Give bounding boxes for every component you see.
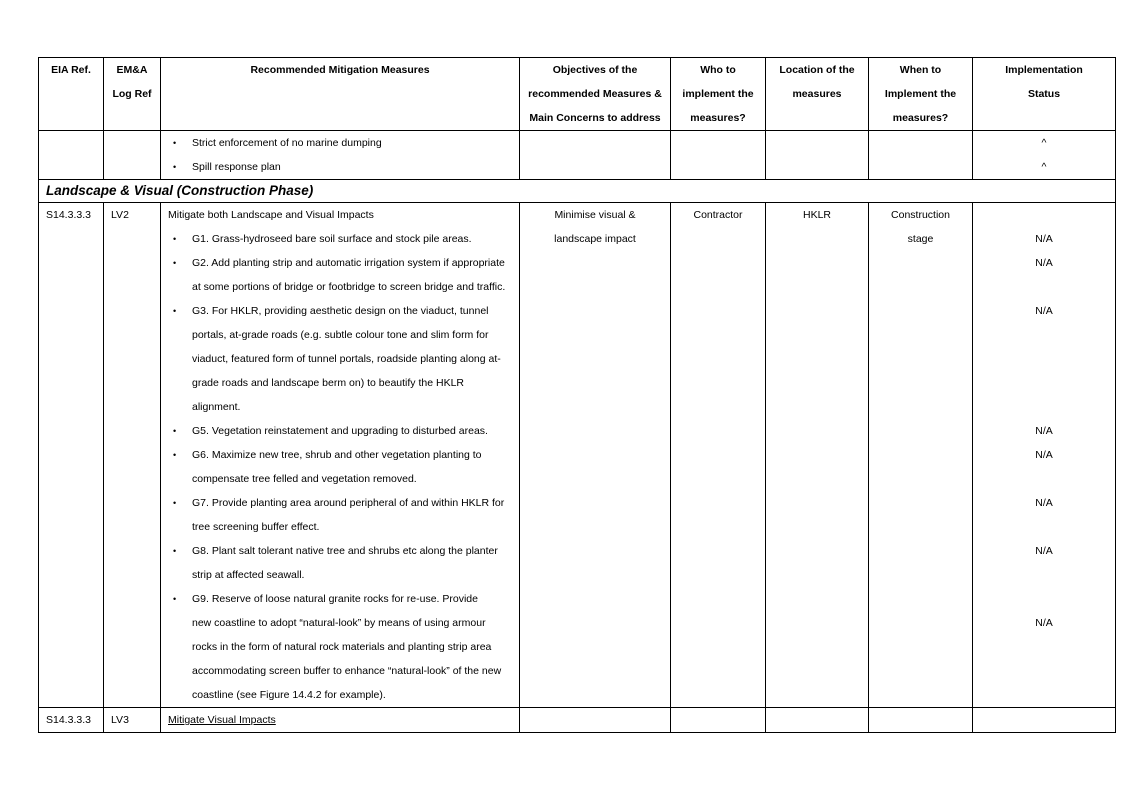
eia-ref-cell: S14.3.3.3 [39,203,104,708]
bullet-icon: • [173,162,177,172]
section-row [39,180,1116,203]
objectives-cell [520,131,671,180]
status-value: ^ [1041,137,1047,149]
list-item: compensate tree felled and vegetation removed. [192,473,417,485]
table-row-lv2 [39,203,1116,708]
header-line: recommended Measures & [528,88,662,100]
bullet-icon: • [173,426,177,436]
list-item: new coastline to adopt “natural-look” by means of using armour [192,617,486,629]
status-value: N/A [1035,497,1053,509]
header-objectives [520,58,671,131]
log-ref-cell: LV2 [104,203,161,708]
header-location [766,58,869,131]
objectives-cell [520,708,671,733]
section-title: Landscape & Visual (Construction Phase) [39,180,1116,203]
header-row [39,58,1116,131]
header-line: Recommended Mitigation Measures [250,64,430,76]
when-cell: Construction stage [869,203,973,708]
header-line: EM&A [116,64,148,76]
header-line: Log Ref [112,88,152,100]
list-item: • G1. Grass-hydroseed bare soil surface and stock pile areas. [161,227,519,251]
status-value [973,515,1115,539]
list-item: viaduct, featured form of tunnel portals, roadside planting along at- [192,353,501,365]
bullet-icon: • [173,306,177,316]
status-value [973,635,1115,659]
header-line: When to [899,64,942,76]
list-item: • G7. Provide planting area around peripheral of and within HKLR for [161,491,519,515]
bullet-icon: • [173,234,177,244]
list-item: tree screening buffer effect. [192,521,320,533]
bullet-icon: • [173,546,177,556]
bullet-icon: • [173,258,177,268]
header-eia-ref [39,58,104,131]
status-cell [973,203,1116,708]
log-ref-cell: LV3 [104,708,161,733]
table-row-lv3 [39,708,1116,733]
status-value [973,683,1115,707]
header-line: Objectives of the [552,64,638,76]
bullet-icon: • [173,594,177,604]
mitigation-table [38,57,1116,733]
list-item: portals, at-grade roads (e.g. subtle colour tone and slim form for [192,329,489,341]
location-cell: HKLR [766,203,869,708]
measures-cell [161,708,520,733]
header-line: implement the [682,88,754,100]
who-cell [671,708,766,733]
objectives-cell: Minimise visual & landscape impact [520,203,671,708]
status-cell [973,131,1116,180]
list-item: • G5. Vegetation reinstatement and upgrading to disturbed areas. [161,419,519,443]
list-item: • G2. Add planting strip and automatic irrigation system if appropriate [161,251,519,275]
header-who [671,58,766,131]
log-ref-cell [104,131,161,180]
status-value [973,659,1115,683]
list-item: • G3. For HKLR, providing aesthetic design on the viaduct, tunnel [161,299,519,323]
header-line: Location of the [779,64,855,76]
status-value: N/A [1035,257,1053,269]
list-item: strip at affected seawall. [192,569,305,581]
status-cell [973,708,1116,733]
bullet-icon: • [173,138,177,148]
header-line: Status [1027,88,1061,100]
status-value [973,347,1115,371]
measures-cell [161,131,520,180]
measures-cell [161,203,520,708]
who-cell [671,131,766,180]
header-line: Implement the [884,88,957,100]
list-item: grade roads and landscape berm on) to beautify the HKLR [192,377,465,389]
status-value: ^ [1041,161,1047,173]
list-item: • Spill response plan [161,155,519,179]
list-item: coastline (see Figure 14.4.2 for example). [192,689,386,701]
status-value [973,467,1115,491]
header-line: EIA Ref. [51,64,91,76]
list-item: alignment. [192,401,241,413]
who-cell: Contractor [671,203,766,708]
status-value: N/A [1035,233,1053,245]
header-measures [161,58,520,131]
status-value: N/A [1035,425,1053,437]
when-cell [869,708,973,733]
bullet-icon: • [173,498,177,508]
header-line: Who to [700,64,736,76]
list-item: accommodating screen buffer to enhance “natural-look” of the new [192,665,502,677]
header-line: Implementation [1005,64,1083,76]
list-item: • G9. Reserve of loose natural granite rocks for re-use. Provide [161,587,519,611]
list-item: rocks in the form of natural rock materials and planting strip area [192,641,492,653]
measure-title: Mitigate Visual Impacts [168,714,276,726]
header-status [973,58,1116,131]
eia-ref-cell: S14.3.3.3 [39,708,104,733]
header-when [869,58,973,131]
measure-title: Mitigate both Landscape and Visual Impacts [168,209,374,221]
header-line: measures? [690,112,746,124]
status-value [973,323,1115,347]
header-line: measures [792,88,842,100]
status-value [973,371,1115,395]
header-log-ref [104,58,161,131]
status-value [973,563,1115,587]
list-item: • Strict enforcement of no marine dumping [161,131,519,155]
eia-ref-cell [39,131,104,180]
list-item: at some portions of bridge or footbridge to screen bridge and traffic. [192,281,506,293]
header-line: measures? [892,112,949,124]
list-item: • G8. Plant salt tolerant native tree and shrubs etc along the planter [161,539,519,563]
list-item: • G6. Maximize new tree, shrub and other vegetation planting to [161,443,519,467]
status-value [973,275,1115,299]
status-value: N/A [1035,449,1053,461]
location-cell [766,131,869,180]
location-cell [766,708,869,733]
table-row [39,131,1116,180]
status-value [973,395,1115,419]
bullet-icon: • [173,450,177,460]
status-value: N/A [1035,617,1053,629]
status-value: N/A [1035,305,1053,317]
header-line: Main Concerns to address [529,112,661,124]
when-cell [869,131,973,180]
status-value: N/A [1035,545,1053,557]
status-value [973,587,1115,611]
